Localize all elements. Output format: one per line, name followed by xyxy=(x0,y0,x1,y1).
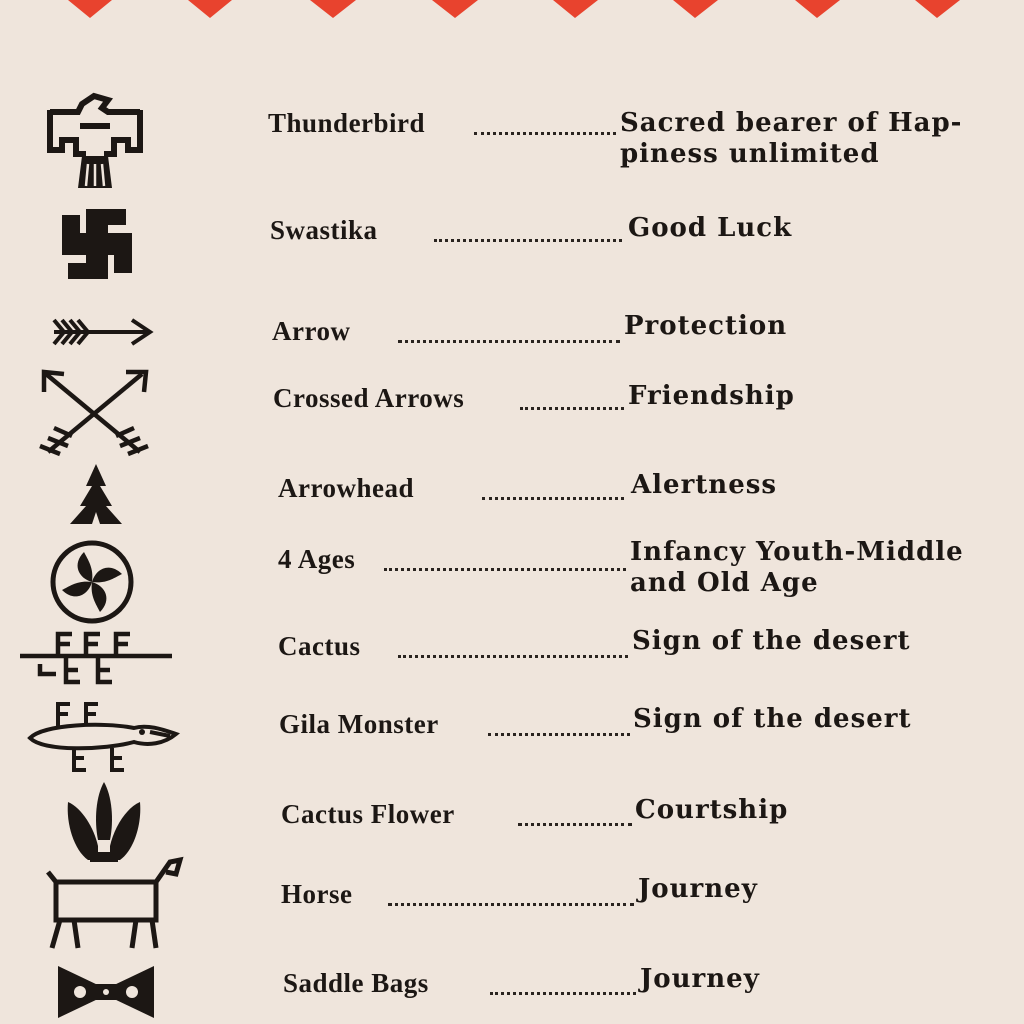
arrow-icon xyxy=(48,312,156,352)
leader-dots xyxy=(398,340,620,343)
symbol-name: 4 Ages xyxy=(278,544,356,574)
leader-dots xyxy=(518,823,632,826)
thunderbird-icon xyxy=(42,90,148,194)
leader-dots xyxy=(398,655,628,658)
symbol-meaning: Journey xyxy=(638,874,758,904)
symbol-name: Arrow xyxy=(272,316,351,346)
cactus-icon xyxy=(18,628,174,688)
symbol-meaning: Journey xyxy=(640,964,760,994)
symbol-meaning: Sign of the desert xyxy=(632,626,911,656)
symbol-meaning: Courtship xyxy=(635,795,789,825)
saddle-bags-icon xyxy=(56,962,156,1022)
leader-dots xyxy=(490,992,636,995)
swastika-icon xyxy=(58,205,136,283)
symbol-name: Saddle Bags xyxy=(283,968,429,998)
arrowhead-icon xyxy=(66,462,126,528)
leader-dots xyxy=(474,132,616,135)
symbol-name: Cactus xyxy=(278,631,361,661)
symbol-meaning: Good Luck xyxy=(628,213,793,243)
symbol-name: Horse xyxy=(281,879,353,909)
symbol-name: Gila Monster xyxy=(279,709,439,739)
leader-dots xyxy=(388,903,634,906)
horse-icon xyxy=(44,852,184,954)
symbol-name: Swastika xyxy=(270,215,378,245)
symbol-name: Cactus Flower xyxy=(281,799,455,829)
symbol-meaning-continued: piness unlimited xyxy=(620,139,880,169)
symbol-name: Crossed Arrows xyxy=(273,383,465,413)
crossed-arrows-icon xyxy=(36,366,154,462)
four-ages-icon xyxy=(48,538,136,626)
symbol-meaning: Sacred bearer of Hap- xyxy=(620,108,963,138)
gila-monster-icon xyxy=(24,702,180,772)
symbol-meaning: Sign of the desert xyxy=(633,704,912,734)
zigzag-border xyxy=(0,0,1024,22)
symbol-meaning: Friendship xyxy=(628,381,795,411)
symbol-name: Arrowhead xyxy=(278,473,414,503)
symbol-name: Thunderbird xyxy=(268,108,426,138)
symbol-meaning: Protection xyxy=(624,311,788,341)
symbol-meaning: Infancy Youth-Middle xyxy=(630,537,964,567)
leader-dots xyxy=(482,497,624,500)
leader-dots xyxy=(434,239,622,242)
symbol-meaning: Alertness xyxy=(631,470,778,500)
symbol-meaning-continued: and Old Age xyxy=(630,568,819,598)
leader-dots xyxy=(520,407,624,410)
leader-dots xyxy=(488,733,630,736)
leader-dots xyxy=(384,568,626,571)
